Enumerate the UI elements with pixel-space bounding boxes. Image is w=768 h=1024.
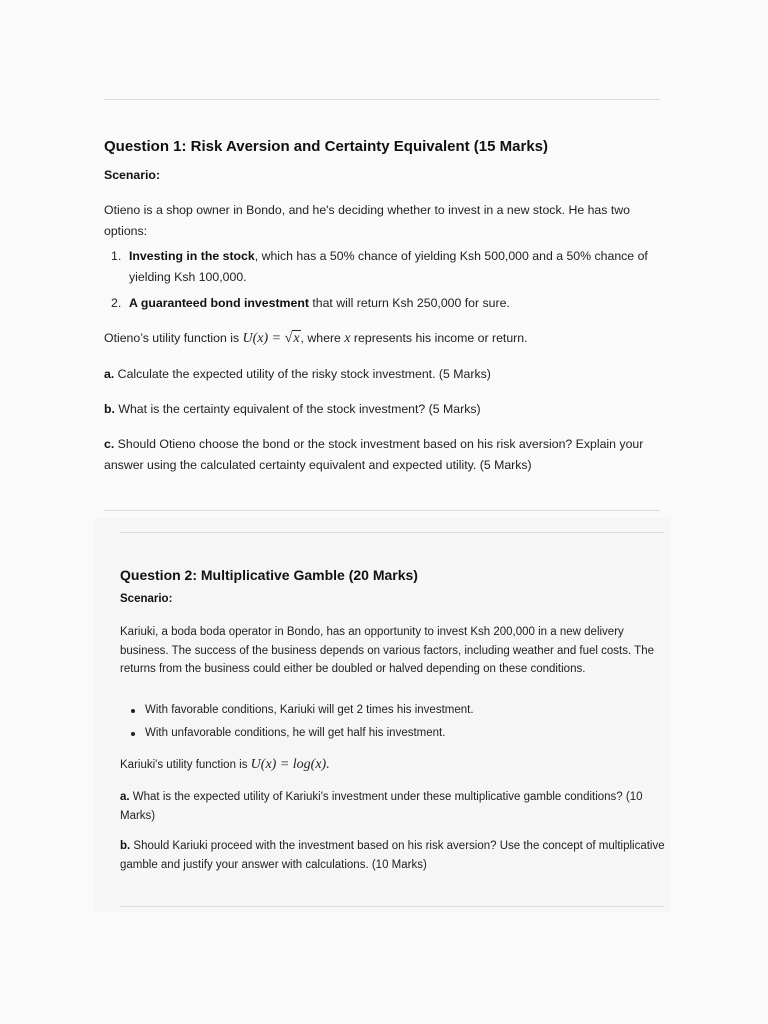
question-1-part-b: b. What is the certainty equivalent of the stock investment? (5 Marks) bbox=[104, 402, 481, 416]
question-1-scenario-label: Scenario: bbox=[104, 168, 161, 182]
divider-q2-bottom bbox=[120, 906, 664, 907]
question-2-intro: Kariuki, a boda boda operator in Bondo, has an opportunity to invest Ksh 200,000 in a new delivery business. The success of the business depends on various factors, including weather and fuel costs. The returns from the business could either be doubled or halved depending on these conditions. bbox=[120, 626, 654, 675]
option-2-bold: A guaranteed bond investment bbox=[129, 296, 309, 310]
divider-q2-top bbox=[120, 532, 664, 533]
option-number: 1. bbox=[111, 249, 122, 263]
divider-after-q1 bbox=[104, 510, 660, 511]
option-1-text-cont: yielding Ksh 100,000. bbox=[129, 270, 247, 284]
utility-formula: U(x) = log(x). bbox=[250, 757, 330, 772]
option-1-bold: Investing in the stock bbox=[129, 249, 255, 263]
utility-formula: U(x) = √x bbox=[242, 331, 300, 346]
question-1-intro: Otieno is a shop owner in Bondo, and he's deciding whether to invest in a new stock. He has two options: bbox=[104, 203, 630, 238]
option-2-text: that will return Ksh 250,000 for sure. bbox=[308, 296, 510, 310]
question-1-part-c: c. Should Otieno choose the bond or the stock investment based on his risk aversion? Explain your answer using the calculated certainty equivalent and expected utility. (5 Marks) bbox=[104, 437, 644, 472]
option-number: 2. bbox=[111, 296, 122, 310]
option-1-text: , which has a 50% chance of yielding Ksh 500,000 and a 50% chance of bbox=[254, 249, 648, 263]
question-2-part-a: a. What is the expected utility of Kariuki's investment under these multiplicative gamble conditions? (10 Marks) bbox=[120, 791, 643, 822]
question-2-title: Question 2: Multiplicative Gamble (20 Marks) bbox=[120, 567, 418, 583]
question-1-part-a: a. Calculate the expected utility of the risky stock investment. (5 Marks) bbox=[104, 367, 491, 381]
question-2-utility: Kariuki's utility function is U(x) = log(x). bbox=[120, 757, 330, 772]
question-2-scenario-label: Scenario: bbox=[120, 593, 173, 605]
question-2-part-b: b. Should Kariuki proceed with the investment based on his risk aversion? Use the concept of multiplicative gamble and justify your answer with calculations. (10 Marks) bbox=[120, 840, 665, 871]
divider-top bbox=[104, 99, 660, 100]
question-1-title: Question 1: Risk Aversion and Certainty Equivalent (15 Marks) bbox=[104, 138, 549, 155]
question-1-utility: Otieno’s utility function is U(x) = √x, where x represents his income or return. bbox=[104, 331, 528, 346]
